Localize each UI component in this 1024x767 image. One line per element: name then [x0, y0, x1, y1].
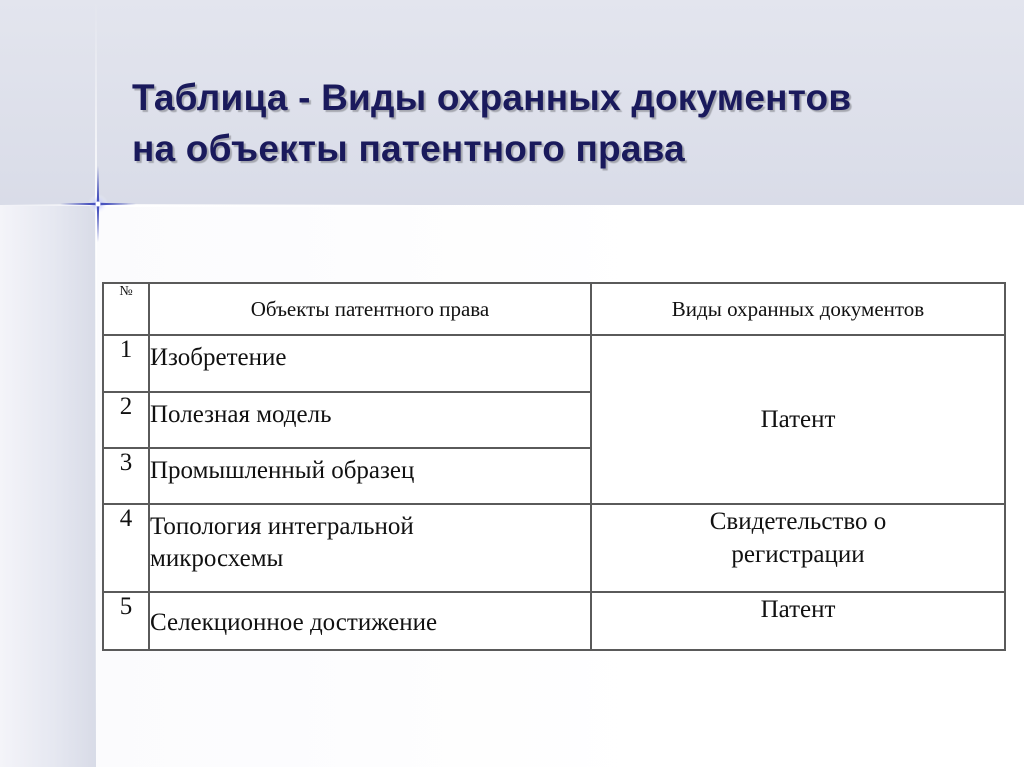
sparkle-star-icon	[56, 162, 140, 246]
row-number: 3	[103, 448, 149, 504]
table-row	[103, 335, 1005, 392]
row-object: Селекционное достижение	[149, 592, 591, 650]
header-documents: Виды охранных документов	[591, 283, 1005, 335]
table-row	[103, 504, 1005, 592]
row-object: Промышленный образец	[149, 448, 591, 504]
row-object-line-1: Топология интегральной	[150, 513, 414, 540]
vertical-accent-line	[95, 0, 97, 767]
document-patent-merged: Патент	[591, 335, 1005, 504]
row-document	[591, 504, 1005, 592]
row-number: 1	[103, 335, 149, 392]
row-object-line-2: микросхемы	[150, 545, 284, 572]
title-line-2: на объекты патентного права	[132, 128, 685, 169]
row-document-line-2: регистрации	[731, 541, 865, 568]
slide-title	[132, 72, 992, 174]
header-objects: Объекты патентного права	[149, 283, 591, 335]
row-document: Патент	[591, 592, 1005, 650]
row-object: Полезная модель	[149, 392, 591, 448]
header-number: №	[103, 283, 149, 335]
row-document-line-1: Свидетельство о	[709, 508, 887, 535]
row-number: 4	[103, 504, 149, 592]
row-number: 2	[103, 392, 149, 448]
title-line-1: Таблица - Виды охранных документов	[132, 77, 852, 118]
row-number: 5	[103, 592, 149, 650]
table-row	[103, 592, 1005, 650]
row-object	[149, 504, 591, 592]
row-object: Изобретение	[149, 335, 591, 392]
table-header-row	[103, 283, 1005, 335]
patent-documents-table	[102, 282, 1006, 651]
